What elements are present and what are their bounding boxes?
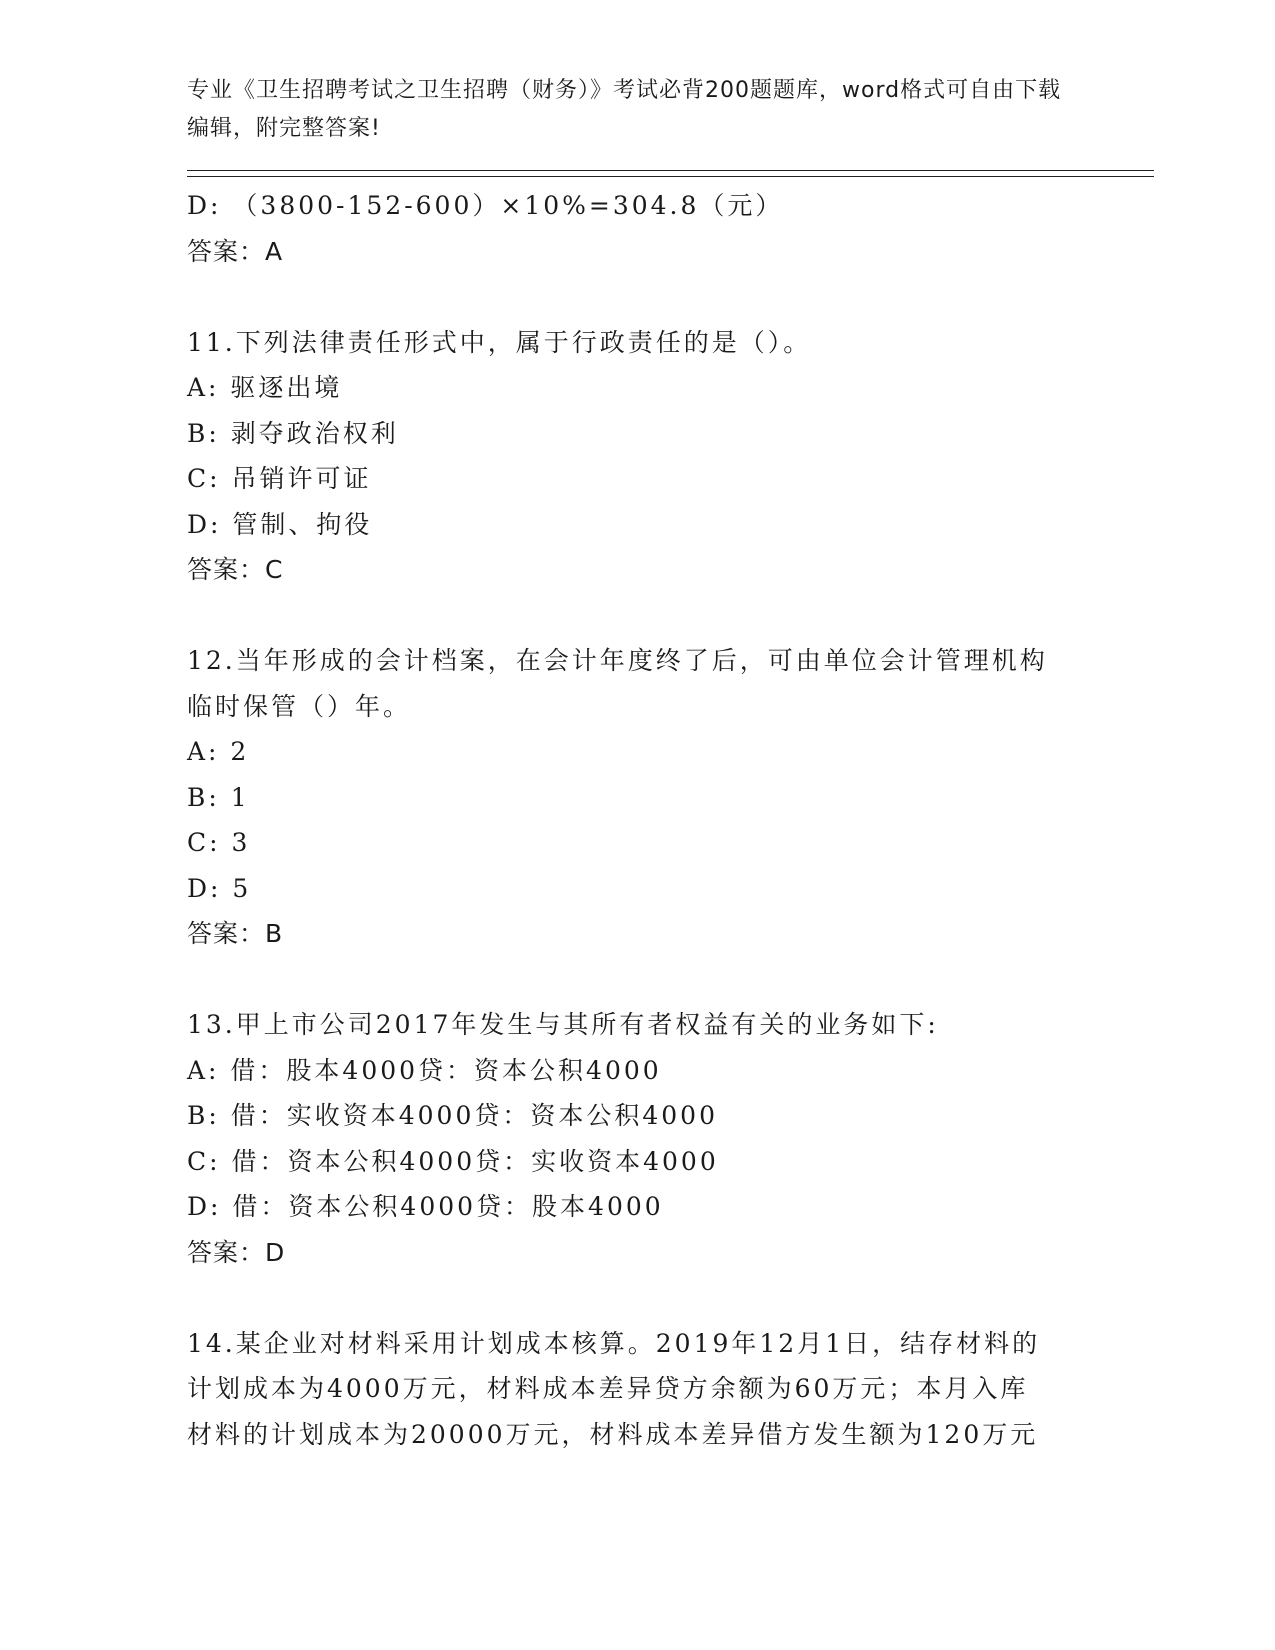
q14-stem-line-2: 计划成本为4000万元，材料成本差异贷方余额为60万元；本月入库 [187,1374,1029,1403]
q12-stem-line-1: 12.当年形成的会计档案，在会计年度终了后，可由单位会计管理机构 [187,646,1048,675]
q12-option-d: D: 5 [187,873,252,903]
spacer [187,1275,1157,1321]
q13-option-d: D: 借：资本公积4000贷：股本4000 [187,1192,664,1221]
q13-answer: 答案：D [187,1237,286,1267]
q11-option-d: D: 管制、拘役 [187,509,373,539]
q13-stem: 13.甲上市公司2017年发生与其所有者权益有关的业务如下: [187,1010,939,1039]
prev-answer: 答案：A [187,236,284,266]
q11-option-b: B: 剥夺政治权利 [187,418,399,448]
spacer [187,593,1157,639]
q12-option-c: C: 3 [187,828,251,857]
q12-answer: 答案：B [187,919,284,948]
document-header-title: 专业《卫生招聘考试之卫生招聘（财务）》考试必背200题题库，word格式可自由下载编辑，附完整答案! [187,78,1062,141]
spacer [187,274,1157,320]
q11-option-a: A: 驱逐出境 [187,373,343,402]
header-divider [187,170,1154,177]
q11-option-c: C: 吊销许可证 [187,464,372,493]
q13-option-c: C: 借：资本公积4000贷：实收资本4000 [187,1146,719,1176]
q11-answer: 答案：C [187,555,284,584]
q11-stem: 11.下列法律责任形式中，属于行政责任的是（）。 [187,327,812,357]
q12-option-a: A: 2 [187,737,250,766]
q14-stem-line-3: 材料的计划成本为20000万元，材料成本差异借方发生额为120万元 [187,1419,1039,1449]
prev-option-d: D: （3800-152-600）×10%=304.8（元） [187,191,784,220]
q13-option-b: B: 借：实收资本4000贷：资本公积4000 [187,1101,718,1130]
q12-stem-line-2: 临时保管（）年。 [187,691,412,721]
q13-option-a: A: 借：股本4000贷：资本公积4000 [187,1055,662,1085]
q14-stem-line-1: 14.某企业对材料采用计划成本核算。2019年12月1日，结存材料的 [187,1328,1041,1358]
spacer [187,957,1157,1003]
q12-option-b: B: 1 [187,782,250,812]
document-page [187,72,1157,1457]
